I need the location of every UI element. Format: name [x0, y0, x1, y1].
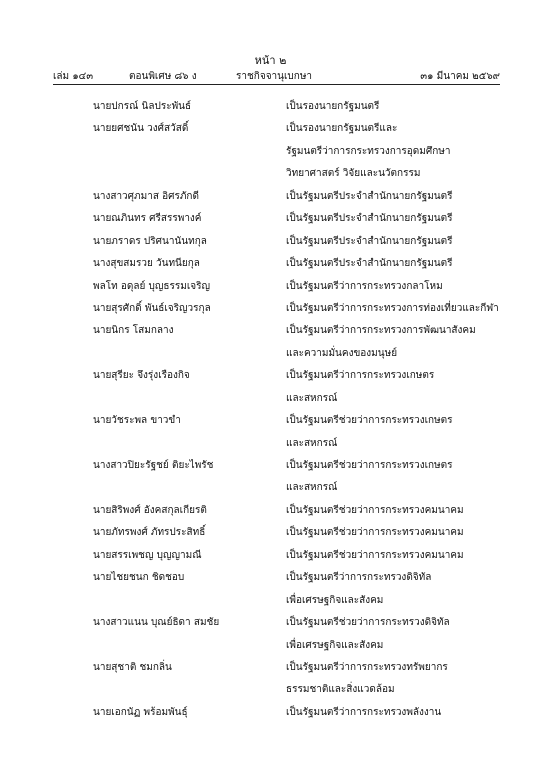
appointment-line — [0, 96, 541, 118]
appointment-line — [0, 388, 541, 410]
appointment-line — [0, 343, 541, 365]
appointment-line — [0, 635, 541, 657]
appointment-position: และสหกรณ์ — [286, 482, 338, 494]
appointee-name: นายภัทรพงศ์ ภัทรประสิทธิ์ — [93, 527, 206, 539]
appointment-line — [0, 186, 541, 208]
appointment-position: และสหกรณ์ — [286, 437, 338, 449]
appointee-name: นายสิริพงศ์ อังคสกุลเกียรติ — [93, 504, 207, 516]
appointment-line — [0, 253, 541, 275]
appointment-position: เป็นรัฐมนตรีว่าการกระทรวงเกษตร — [286, 370, 435, 382]
appointment-position: เป็นรัฐมนตรีประจำสำนักนายกรัฐมนตรี — [286, 235, 453, 247]
header-gazette-title: ราชกิจจานุเบกษา — [236, 71, 313, 82]
appointment-line — [0, 208, 541, 230]
appointment-position: เป็นรัฐมนตรีว่าการกระทรวงการท่องเที่ยวและกีฬา — [286, 302, 499, 314]
appointment-position: เป็นรัฐมนตรีช่วยว่าการกระทรวงเกษตร — [286, 460, 453, 471]
appointment-line — [0, 433, 541, 455]
appointment-position: เป็นรองนายกรัฐมนตรี — [286, 101, 380, 112]
header-date: ๓๑ มีนาคม ๒๕๖๙ — [420, 71, 500, 82]
header-section: ตอนพิเศษ ๘๖ ง — [129, 71, 197, 82]
appointee-name: นายนิกร โสมกลาง — [93, 325, 174, 337]
appointment-line — [0, 231, 541, 253]
appointment-position: เป็นรัฐมนตรีว่าการกระทรวงดิจิทัล — [286, 572, 432, 584]
appointee-name: นายวัชระพล ขาวขำ — [93, 415, 181, 427]
appointee-name: นายสุรศักดิ์ พันธ์เจริญวรกุล — [93, 302, 211, 314]
appointment-position: เป็นรัฐมนตรีประจำสำนักนายกรัฐมนตรี — [286, 258, 453, 270]
gazette-header — [53, 69, 500, 83]
appointee-name: นายเอกนัฏ พร้อมพันธุ์ — [93, 706, 188, 718]
appointment-line — [0, 163, 541, 185]
appointment-line — [0, 590, 541, 612]
appointment-line — [0, 298, 541, 320]
appointment-line — [0, 365, 541, 387]
appointee-name: นายภราดร ปริศนานันทกุล — [93, 235, 207, 247]
header-divider — [53, 84, 500, 85]
appointment-position: เป็นรัฐมนตรีประจำสำนักนายกรัฐมนตรี — [286, 213, 453, 225]
appointment-position: เป็นรองนายกรัฐมนตรีและ — [286, 123, 398, 135]
appointee-name: นายยศชนัน วงศ์สวัสดิ์ — [93, 123, 189, 135]
appointment-line — [0, 118, 541, 140]
appointment-position: เป็นรัฐมนตรีช่วยว่าการกระทรวงเกษตร — [286, 415, 453, 427]
appointee-name: นางสาวปิยะรัฐชย์ ติยะไพรัช — [93, 460, 214, 471]
appointment-position: เพื่อเศรษฐกิจและสังคม — [286, 594, 384, 606]
appointee-name: นายไชยชนก ชิดชอบ — [93, 572, 185, 584]
appointment-line — [0, 612, 541, 634]
appointment-line — [0, 657, 541, 679]
appointment-line — [0, 679, 541, 701]
appointment-position: ธรรมชาติและสิ่งแวดล้อม — [286, 684, 395, 696]
appointee-name: นายสรรเพชญ บุญญามณี — [93, 549, 202, 561]
appointment-position: เป็นรัฐมนตรีช่วยว่าการกระทรวงคมนาคม — [286, 504, 464, 516]
appointment-position: วิทยาศาสตร์ วิจัยและนวัตกรรม — [286, 168, 421, 180]
appointment-position: เป็นรัฐมนตรีช่วยว่าการกระทรวงคมนาคม — [286, 549, 464, 561]
appointee-name: นางสุขสมรวย วันทนียกุล — [93, 258, 200, 270]
appointee-name: นายสุรียะ จึงรุ่งเรืองกิจ — [93, 370, 190, 382]
appointment-line — [0, 567, 541, 589]
appointment-line — [0, 477, 541, 499]
appointment-position: เป็นรัฐมนตรีช่วยว่าการกระทรวงดิจิทัล — [286, 617, 450, 629]
appointee-name: นางสาวศุภมาส อิศรภักดี — [93, 190, 199, 202]
appointment-line — [0, 522, 541, 544]
appointee-name: นายณภินทร ศรีสรรพางค์ — [93, 213, 202, 225]
appointment-line — [0, 702, 541, 724]
appointment-line — [0, 320, 541, 342]
appointment-position: และสหกรณ์ — [286, 392, 338, 404]
appointee-name: พลโท อดุลย์ บุญธรรมเจริญ — [93, 280, 211, 292]
appointment-line — [0, 141, 541, 163]
appointment-position: เป็นรัฐมนตรีว่าการกระทรวงกลาโหม — [286, 280, 443, 292]
appointment-position: เป็นรัฐมนตรีว่าการกระทรวงพลังงาน — [286, 706, 442, 718]
header-volume: เล่ม ๑๔๓ — [53, 71, 94, 82]
appointment-line — [0, 410, 541, 432]
appointment-line — [0, 455, 541, 477]
appointment-position: เป็นรัฐมนตรีว่าการกระทรวงทรัพยากร — [286, 661, 448, 673]
appointee-name: นายปกรณ์ นิลประพันธ์ — [93, 101, 192, 112]
appointment-position: เพื่อเศรษฐกิจและสังคม — [286, 639, 384, 651]
appointment-line — [0, 276, 541, 298]
appointment-position: และความมั่นคงของมนุษย์ — [286, 347, 398, 359]
appointment-position: เป็นรัฐมนตรีประจำสำนักนายกรัฐมนตรี — [286, 190, 453, 202]
appointment-position: รัฐมนตรีว่าการกระทรวงการอุดมศึกษา — [286, 145, 451, 157]
page-number: หน้า ๒ — [254, 54, 287, 67]
appointee-name: นายสุชาติ ชมกลิ่น — [93, 661, 172, 673]
appointment-list — [0, 96, 541, 724]
appointment-position: เป็นรัฐมนตรีช่วยว่าการกระทรวงคมนาคม — [286, 527, 464, 539]
appointment-line — [0, 500, 541, 522]
appointment-position: เป็นรัฐมนตรีว่าการกระทรวงการพัฒนาสังคม — [286, 325, 476, 337]
appointee-name: นางสาวแนน บุณย์ธิดา สมชัย — [93, 617, 220, 629]
appointment-line — [0, 545, 541, 567]
